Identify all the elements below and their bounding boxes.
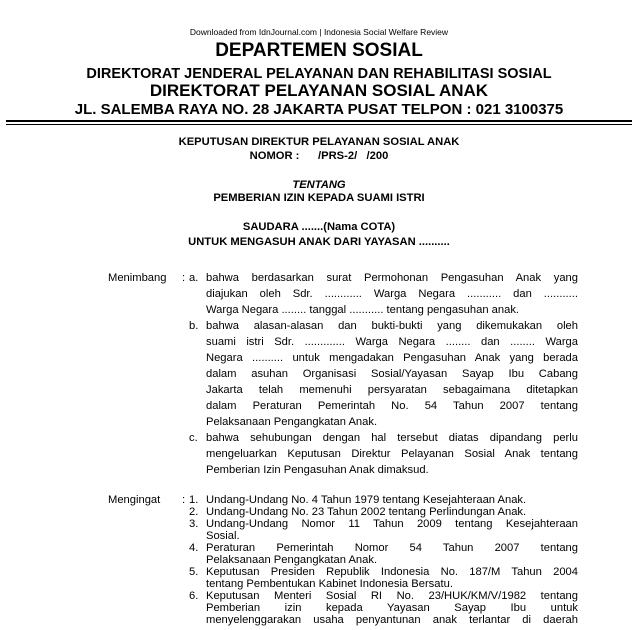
list-line: Pelaksanaan Pengangkatan Anak. [206,416,378,428]
letterhead-ministry: DEPARTEMEN SOSIAL [215,40,423,61]
source-note: Downloaded from IdnJournal.com | Indonesia Social Welfare Review [189,27,449,37]
list-line: Undang-Undang No. 23 Tahun 2002 tentang Perlindungan Anak. [206,506,527,518]
list-line: Sosial. [206,530,240,542]
list-line: Negara .......... untuk mengadakan Pengasuhan Anak yang berada [206,352,578,364]
list-line: bahwa berdasarkan surat Permohonan Pengasuhan Anak yang [206,272,578,284]
decree-number: NOMOR : /PRS-2/ /200 [249,150,389,162]
decree-purpose: UNTUK MENGASUH ANAK DARI YAYASAN .......... [188,236,450,248]
letterhead-address: JL. SALEMBA RAYA NO. 28 JAKARTA PUSAT TELPON : 021 3100375 [74,101,564,118]
decree-title: KEPUTUSAN DIREKTUR PELAYANAN SOSIAL ANAK [178,136,460,148]
list-line: diajukan oleh Sdr. ............ Warga Negara ........... dan ........... [206,288,578,300]
mengingat-number-2: 2. [189,506,199,518]
menimbang-marker-b: b. [189,320,199,332]
list-line: mengeluarkan Keputusan Direktur Pelayanan Sosial Anak tentang [206,448,578,460]
decree-subject: PEMBERIAN IZIN KEPADA SUAMI ISTRI [213,192,425,204]
decree-tentang: TENTANG [292,179,346,191]
mengingat-number-5: 5. [189,566,199,578]
list-line: menyelenggarakan usaha penyantunan anak terlantar di daerah [206,614,578,626]
mengingat-number-3: 3. [189,518,199,530]
menimbang-marker-c: c. [189,432,198,444]
letterhead-rule-thin [6,124,632,125]
mengingat-number-4: 4. [189,542,199,554]
letterhead-directorate: DIREKTORAT PELAYANAN SOSIAL ANAK [149,81,489,100]
list-line: Keputusan Presiden Republik Indonesia No. 187/M Tahun 2004 [206,566,578,578]
list-line: Pemberian izin kepada Yayasan Sayap Ibu untuk [206,602,578,614]
letterhead-rule-thick [6,120,632,122]
list-line: Jakarta telah memenuhi persyaratan sebagaimana ditetapkan [206,384,578,396]
list-line: dalam asuhan Organisasi Sosial/Yayasan Sayap Ibu Cabang [206,368,578,380]
list-line: Warga Negara ........ tanggal ........... tentang pengasuhan anak. [206,304,520,316]
mengingat-number-6: 6. [189,590,199,602]
menimbang-marker-a: a. [189,272,199,284]
decree-addressee: SAUDARA .......(Nama COTA) [242,221,396,233]
list-line: bahwa sehubungan dengan hal tersebut diatas dipandang perlu [206,432,578,444]
mengingat-colon: : [182,494,186,506]
mengingat-label: Mengingat [108,494,161,506]
list-line: Undang-Undang Nomor 11 Tahun 2009 tentang Kesejahteraan [206,518,578,530]
letterhead-directorate-general: DIREKTORAT JENDERAL PELAYANAN DAN REHABILITASI SOSIAL [86,66,552,82]
list-line: Pelaksanaan Pengangkatan Anak. [206,554,378,566]
list-line: dalam Peraturan Pemerintah No. 54 Tahun 2007 tentang [206,400,578,412]
list-line: tentang Pembentukan Kabinet Indonesia Bersatu. [206,578,453,590]
menimbang-label: Menimbang [108,272,167,284]
list-line: Pemberian Izin Pengasuhan Anak dimaksud. [206,464,429,476]
list-line: Keputusan Menteri Sosial RI No. 23/HUK/KM/V/1982 tentang [206,590,578,602]
list-line: Peraturan Pemerintah Nomor 54 Tahun 2007 tentang [206,542,578,554]
list-line: suami istri Sdr. ............. Warga Negara ........ dan ........ Warga [206,336,578,348]
menimbang-colon: : [182,272,186,284]
list-line: Undang-Undang No. 4 Tahun 1979 tentang Kesejahteraan Anak. [206,494,527,506]
mengingat-number-1: 1. [189,494,199,506]
list-line: bahwa alasan-alasan dan bukti-bukti yang dikemukakan oleh [206,320,578,332]
